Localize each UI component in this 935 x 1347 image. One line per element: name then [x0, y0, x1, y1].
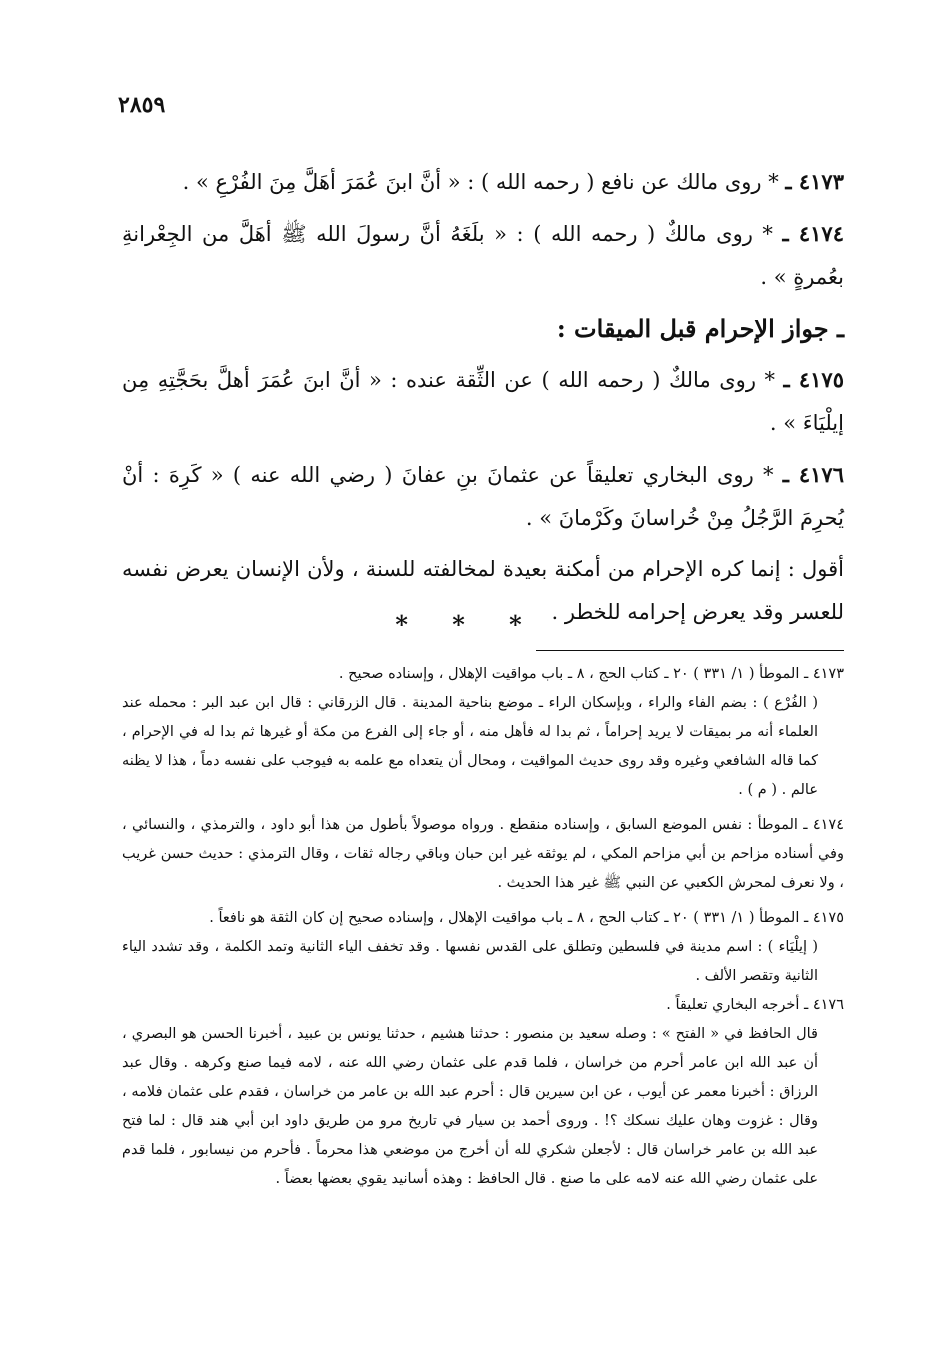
footnote-divider: [536, 650, 844, 651]
hadith-4176: [122, 453, 844, 540]
hadith-number: ٤١٧٤ ـ: [782, 221, 844, 246]
hadith-text: * روى مالكٌ ( رحمه الله ) عن الثِّقة عنده : « أنَّ ابنَ عُمَرَ أهلَّ بحَجَّتِهِ مِن إيلْيَاءَ » .: [122, 368, 844, 435]
hadith-4175: [122, 358, 844, 445]
footnote-4176-note: قال الحافظ في « الفتح » : وصله سعيد بن منصور : حدثنا هشيم ، حدثنا يونس بن عبيد ، أخبرنا الحسن هو البصري ، أن عبد الله ابن عامر أحرم من خراسان ، فلما قدم على عثمان رضي الله عنه ، لامه فيما صنع وكرهه . وقال عبد الرزاق : أخبرنا معمر عن أيوب ، عن ابن سيرين قال : أحرم عبد الله بن عامر من خراسان ، فقدم على عثمان فلامه ، وقال : غزوت وهان عليك نسكك ؟! . وروى أحمد بن سيار في تاريخ مرو من طريق داود ابن أبي هند قال : لما فتح عبد الله بن عامر خراسان قال : لأجعلن شكري لله أن أخرج من موضعي هذا محرماً . فأحرم من نيسابور ، فلما قدم على عثمان رضي الله عنه لامه على ما صنع . قال الحافظ : وهذه أسانيد يقوي بعضها بعضاً .: [122, 1026, 818, 1187]
footnote-4173-note: ( الفُرْع ) : بضم الفاء والراء ، وبإسكان الراء ـ موضع بناحية المدينة . قال الزرقاني : قال ابن عبد البر : محمله عند العلماء أنه مر بميقات لا يريد إحراماً ، ثم بدا له فأهل منه ، أو جاء إلى الفرع من مكة أو غيرها ثم بدا له في الإحرام ، كما قاله الشافعي وغيره وقد روى حديث المواقيت ، ومحال أن يتعداه مع علمه به فيوجب على نفسه دماً ، هذا لا يظنه عالم . ( م ) .: [122, 695, 818, 798]
hadith-number: ٤١٧٦ ـ: [782, 462, 844, 487]
footnote-4176: ٤١٧٦ ـ أخرجه البخاري تعليقاً .: [666, 997, 844, 1013]
footnotes: [122, 660, 844, 1194]
author-comment: أقول : إنما كره الإحرام من أمكنة بعيدة لمخالفته للسنة ، ولأن الإنسان يعرض نفسه للعسر وقد يعرض إحرامه للخطر .: [122, 557, 844, 624]
footnote-4175-note: ( إيلْيَاء ) : اسم مدينة في فلسطين وتطلق على القدس نفسها . وقد تخفف الياء الثانية وتمد الكلمة ، وقد تشدد الياء الثانية وتقصر الألف .: [122, 939, 818, 984]
hadith-4174: [122, 212, 844, 299]
footnote-4175: ٤١٧٥ ـ الموطأ ( ١/ ٣٣١ ) ٢٠ ـ كتاب الحج ، ٨ ـ باب مواقيت الإهلال ، وإسناده صحيح إن كان الثقة هو نافعاً .: [209, 910, 844, 926]
footnote-4173: ٤١٧٣ ـ الموطأ ( ١/ ٣٣١ ) ٢٠ ـ كتاب الحج ، ٨ ـ باب مواقيت الإهلال ، وإسناده صحيح .: [338, 666, 844, 682]
hadith-text: * روى مالك عن نافع ( رحمه الله ) : « أنَّ ابنَ عُمَرَ أهَلَّ مِنَ الفُرْعِ » .: [182, 170, 779, 194]
footnote-4174: ٤١٧٤ ـ الموطأ : نفس الموضع السابق ، وإسناده منقطع . ورواه موصولاً بأطول من هذا أبو داود ، والترمذي ، والنسائي ، وفي أسناده مزاحم بن أبي مزاحم المكي ، لم يوثقه غير ابن حبان وباقي رجاله ثقات ، وقال الترمذي : حديث حسن غريب ، ولا نعرف لمحرش الكعبي عن النبي ﷺ غير هذا الحديث .: [122, 817, 844, 891]
section-separator-stars: * * *: [395, 610, 540, 639]
hadith-number: ٤١٧٥ ـ: [783, 367, 844, 392]
section-heading: ـ جواز الإحرام قبل الميقات :: [556, 314, 844, 343]
hadith-text: * روى البخاري تعليقاً عن عثمانَ بنِ عفانَ ( رضي الله عنه ) « كَرِهَ : أنْ يُحرِمَ الرَّجُلُ مِنْ خُراسانَ وكَرْمانَ » .: [122, 463, 844, 530]
hadith-text: * روى مالكٌ ( رحمه الله ) : « بلَغَهُ أنَّ رسولَ الله ﷺ أهَلَّ من الجِعْرانةِ بعُمرةٍ » .: [122, 222, 844, 289]
page-number: ٢٨٥٩: [118, 92, 166, 118]
hadith-number: ٤١٧٣ ـ: [785, 169, 844, 194]
main-text: [122, 160, 844, 642]
hadith-4173: [122, 160, 844, 204]
